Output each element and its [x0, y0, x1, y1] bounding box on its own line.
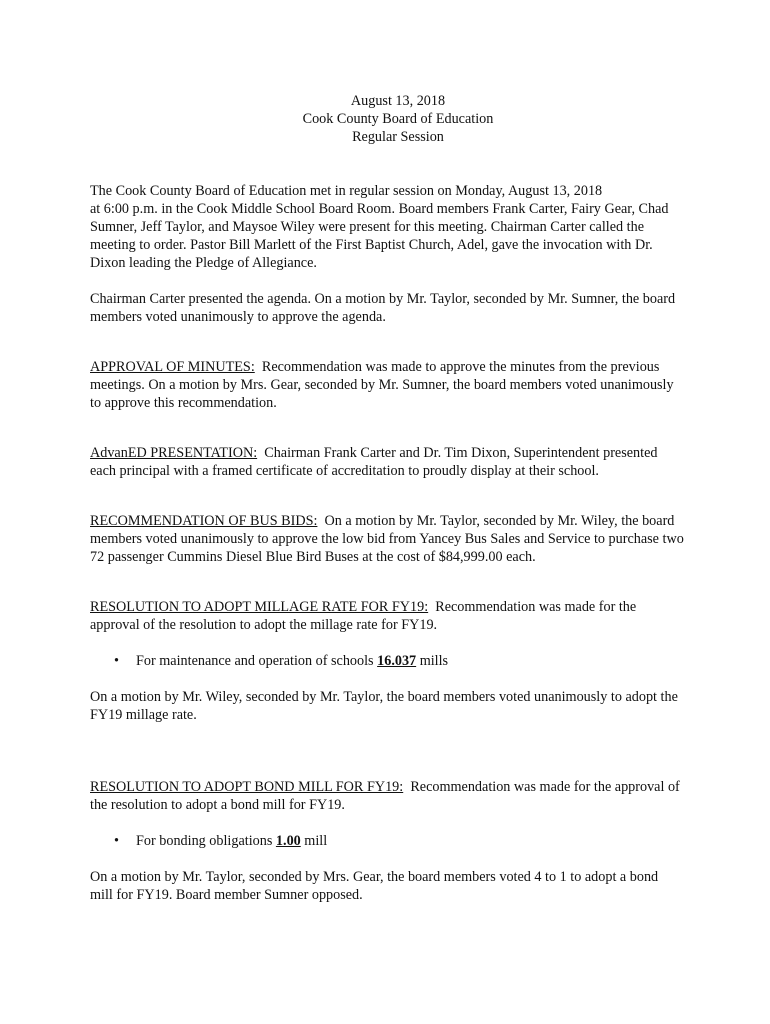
minutes-section [90, 358, 730, 412]
intro-paragraph [90, 182, 730, 272]
bus-bids-line: members voted unanimously to approve the low bid from Yancey Bus Sales and Service to purchase two [90, 531, 684, 547]
bond-bullet-item [90, 832, 730, 850]
minutes-text: Recommendation was made to approve the minutes from the previous [254, 359, 660, 375]
meeting-date: August 13, 2018 [350, 93, 446, 109]
bond-mill-section [90, 778, 730, 904]
minutes-line: meetings. On a motion by Mrs. Gear, seconded by Mr. Sumner, the board members voted unanimously [90, 377, 674, 393]
advaned-text: Chairman Frank Carter and Dr. Tim Dixon, Superintendent presented [257, 445, 658, 461]
millage-motion-line: FY19 millage rate. [90, 707, 197, 723]
bond-mill-unit: mill [300, 833, 328, 849]
advaned-line: each principal with a framed certificate of accreditation to proudly display at their school. [90, 463, 599, 479]
advaned-section [90, 444, 730, 480]
agenda-line: Chairman Carter presented the agenda. On a motion by Mr. Taylor, seconded by Mr. Sumner, the board [90, 291, 676, 307]
bond-mill-text: Recommendation was made for the approval of [403, 779, 680, 795]
millage-bullet-text: For maintenance and operation of schools [136, 653, 378, 669]
millage-text: Recommendation was made for the [428, 599, 637, 615]
bond-motion-line: On a motion by Mr. Taylor, seconded by Mrs. Gear, the board members voted 4 to 1 to adopt a bond [90, 869, 659, 885]
intro-line: at 6:00 p.m. in the Cook Middle School Board Room. Board members Frank Carter, Fairy Gear, Chad [90, 201, 669, 217]
millage-bullet-item [90, 652, 730, 670]
bullet-icon: • [114, 653, 119, 669]
millage-heading: RESOLUTION TO ADOPT MILLAGE RATE FOR FY19: [90, 599, 429, 615]
agenda-paragraph [90, 290, 730, 326]
millage-rate-value: 16.037 [377, 653, 417, 669]
session-type: Regular Session [352, 129, 444, 145]
millage-motion-line: On a motion by Mr. Wiley, seconded by Mr. Taylor, the board members voted unanimously to adopt the [90, 689, 678, 705]
bullet-icon: • [114, 833, 119, 849]
intro-line: The Cook County Board of Education met in regular session on Monday, August 13, 2018 [90, 183, 603, 199]
bond-mill-value: 1.00 [275, 833, 301, 849]
document-header [90, 92, 706, 146]
intro-line: Dixon leading the Pledge of Allegiance. [90, 255, 317, 271]
bus-bids-heading: RECOMMENDATION OF BUS BIDS: [90, 513, 318, 529]
intro-line: meeting to order. Pastor Bill Marlett of the First Baptist Church, Adel, gave the invocation with Dr. [90, 237, 653, 253]
agenda-line: members voted unanimously to approve the agenda. [90, 309, 386, 325]
document-page [90, 92, 730, 904]
bus-bids-text: On a motion by Mr. Taylor, seconded by Mr. Wiley, the board [317, 513, 675, 529]
advaned-heading: AdvanED PRESENTATION: [90, 445, 258, 461]
bond-motion-line: mill for FY19. Board member Sumner opposed. [90, 887, 363, 903]
millage-section [90, 598, 730, 724]
board-name: Cook County Board of Education [302, 111, 494, 127]
minutes-line: to approve this recommendation. [90, 395, 277, 411]
intro-line: Sumner, Jeff Taylor, and Maysoe Wiley were present for this meeting. Chairman Carter called the [90, 219, 644, 235]
bond-bullet-text: For bonding obligations [136, 833, 276, 849]
bus-bids-line: 72 passenger Cummins Diesel Blue Bird Buses at the cost of $84,999.00 each. [90, 549, 536, 565]
bus-bids-section [90, 512, 730, 566]
minutes-heading: APPROVAL OF MINUTES: [90, 359, 255, 375]
millage-line: approval of the resolution to adopt the millage rate for FY19. [90, 617, 438, 633]
bond-mill-line: the resolution to adopt a bond mill for FY19. [90, 797, 345, 813]
millage-unit: mills [416, 653, 449, 669]
bond-mill-heading: RESOLUTION TO ADOPT BOND MILL FOR FY19: [90, 779, 404, 795]
